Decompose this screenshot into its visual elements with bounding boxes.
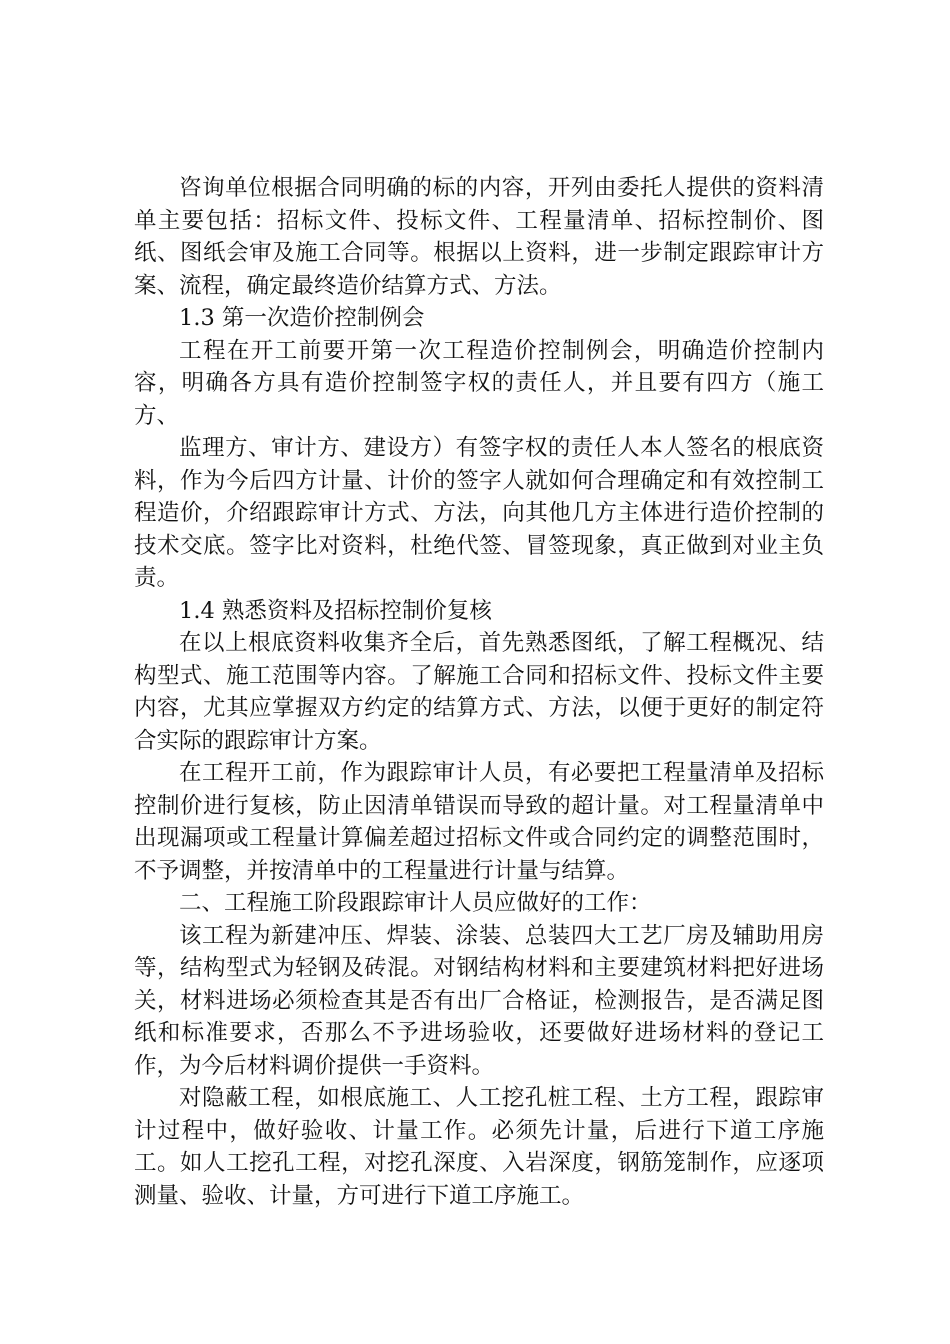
paragraph-first-meeting: 工程在开工前要开第一次工程造价控制例会，明确造价控制内容，明确各方具有造价控制签字权的责任人，并且要有四方（施工方、: [134, 337, 824, 429]
section-heading-1-4: 1.4 熟悉资料及招标控制价复核: [179, 597, 492, 624]
document-body: [134, 172, 824, 1212]
section-heading-1-3: 1.3 第一次造价控制例会: [179, 305, 425, 331]
paragraph-signature-authority: 监理方、审计方、建设方）有签字权的责任人本人签名的根底资料，作为今后四方计量、计价的签字人就如何合理确定和有效控制工程造价，介绍跟踪审计方式、方法，向其他几方主体进行造价控制的技术交底。签字比对资料，杜绝代签、冒签现象，真正做到对业主负责。: [134, 435, 824, 591]
paragraph-bill-review: 在工程开工前，作为跟踪审计人员，有必要把工程量清单及招标控制价进行复核，防止因清单错误而导致的超计量。对工程量清单中出现漏项或工程量计算偏差超过招标文件或合同约定的调整范围时，不予调整，并按清单中的工程量进行计量与结算。: [134, 760, 824, 884]
section-heading-construction-stage: 二、工程施工阶段跟踪审计人员应做好的工作：: [179, 890, 652, 916]
paragraph-consultation-materials: 咨询单位根据合同明确的标的内容，开列由委托人提供的资料清单主要包括：招标文件、投标文件、工程量清单、招标控制价、图纸、图纸会审及施工合同等。根据以上资料，进一步制定跟踪审计方案、流程，确定最终造价结算方式、方法。: [134, 175, 824, 299]
paragraph-concealed-works: 对隐蔽工程，如根底施工、人工挖孔桩工程、土方工程，跟踪审计过程中，做好验收、计量工作。必须先计量，后进行下道工序施工。如人工挖孔工程，对挖孔深度、入岩深度，钢筋笼制作，应逐项测量、验收、计量，方可进行下道工序施工。: [134, 1085, 824, 1209]
paragraph-material-inspection: 该工程为新建冲压、焊装、涂装、总装四大工艺厂房及辅助用房等，结构型式为轻钢及砖混。对钢结构材料和主要建筑材料把好进场关，材料进场必须检查其是否有出厂合格证，检测报告，是否满足图纸和标准要求，否那么不予进场验收，还要做好进场材料的登记工作，为今后材料调价提供一手资料。: [134, 922, 824, 1079]
paragraph-familiarize-materials: 在以上根底资料收集齐全后，首先熟悉图纸，了解工程概况、结构型式、施工范围等内容。了解施工合同和招标文件、投标文件主要内容，尤其应掌握双方约定的结算方式、方法，以便于更好的制定符合实际的跟踪审计方案。: [134, 630, 824, 754]
